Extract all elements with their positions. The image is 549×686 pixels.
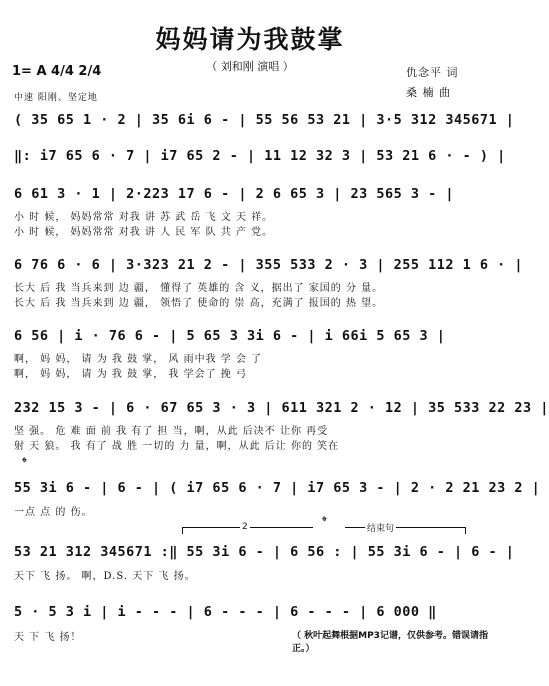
transcription-note: （ 秋叶起舞根据MP3记谱，仅供参考。错误请指正。） [292, 631, 488, 654]
key-signature: 1= A 4/4 2/4 [12, 64, 102, 79]
coda-sign-icon: 𝄌 [322, 514, 327, 530]
lyric-row-6-verse-1: 坚 强。 危 难 面 前 我 有了 担 当，啊，从此 后决不 让你 再受 [14, 426, 329, 437]
tempo-marking: 中速 阳刚、坚定地 [14, 93, 98, 103]
notation-row-2: ‖: i7 65 6 · 7 | i7 65 2 - | 11 12 32 3 | 53 21 6 · - ) | [14, 148, 506, 164]
notation-row-3: 6 61 3 · 1 | 2·223 17 6 - | 2 6 65 3 | 23 565 3 - | [14, 186, 455, 202]
composer-credit: 桑 楠 曲 [406, 86, 451, 99]
lyric-row-8: 天下 飞 扬。 啊，D.S. 天下 飞 扬。 [14, 571, 196, 582]
lyric-row-4-verse-1: 长大 后 我 当兵来到 边 疆， 懂得了 英雄的 含 义，据出了 家国的 分 量。 [14, 283, 384, 294]
lyric-row-9: 天 下 飞 扬！ [14, 632, 82, 643]
end-phrase-bracket [345, 527, 466, 534]
notation-row-6: 232 15 3 - | 6 · 67 65 3 · 3 | 611 321 2 · 12 | 35 533 22 23 | [14, 400, 549, 416]
lyric-row-5-verse-1: 啊， 妈 妈， 请 为 我 鼓 掌， 风 雨中我 学 会 了 [14, 354, 263, 365]
lyric-row-3-verse-2: 小 时 候， 妈妈常常 对我 讲 人 民 军 队 共 产 党。 [14, 227, 274, 238]
end-phrase-label: 结束句 [365, 521, 396, 534]
notation-row-8: 53 21 312 345671 :‖ 55 3i 6 - | 6 56 : | 55 3i 6 - | 6 - | [14, 544, 515, 560]
coda-sign-icon: 𝄌 [22, 455, 27, 471]
notation-row-7: 55 3i 6 - | 6 - | ( i7 65 6 · 7 | i7 65 3 - | 2 · 2 21 23 2 | [14, 480, 541, 496]
lyricist-credit: 仇念平 词 [406, 66, 459, 79]
notation-row-4: 6 76 6 · 6 | 3·323 21 2 - | 355 533 2 · 3 | 255 112 1 6 · | [14, 257, 524, 273]
lyric-row-6-verse-2: 射 天 狼。 我 有了 战 胜 一切的 力 量，啊，从此 后让 你的 笑在 [14, 441, 340, 452]
lyric-row-3-verse-1: 小 时 候， 妈妈常常 对我 讲 苏 武 岳 飞 文 天 祥。 [14, 212, 274, 223]
singer-line: （ 刘和刚 演唱 ） [206, 60, 294, 73]
ending-number: 2 [242, 522, 248, 532]
notation-row-5: 6 56 | i · 76 6 - | 5 65 3 3i 6 - | i 66i 5 65 3 | [14, 328, 446, 344]
notation-row-9: 5 · 5 3 i | i - - - | 6 - - - | 6 - - - | 6 000 ‖ [14, 604, 437, 620]
lyric-row-7: 一点 点 的 伤。 [14, 507, 93, 518]
lyric-row-5-verse-2: 啊， 妈 妈， 请 为 我 鼓 掌， 我 学会了 挽 弓 [14, 369, 247, 380]
lyric-row-4-verse-2: 长大 后 我 当兵来到 边 疆， 领悟了 使命的 崇 高，充满了 报国的 热 望。 [14, 298, 384, 309]
notation-row-1: ( 35 65 1 · 2 | 35 6i 6 - | 55 56 53 21 | 3·5 312 345671 | [14, 112, 515, 128]
song-title: 妈妈请为我鼓掌 [155, 25, 345, 54]
